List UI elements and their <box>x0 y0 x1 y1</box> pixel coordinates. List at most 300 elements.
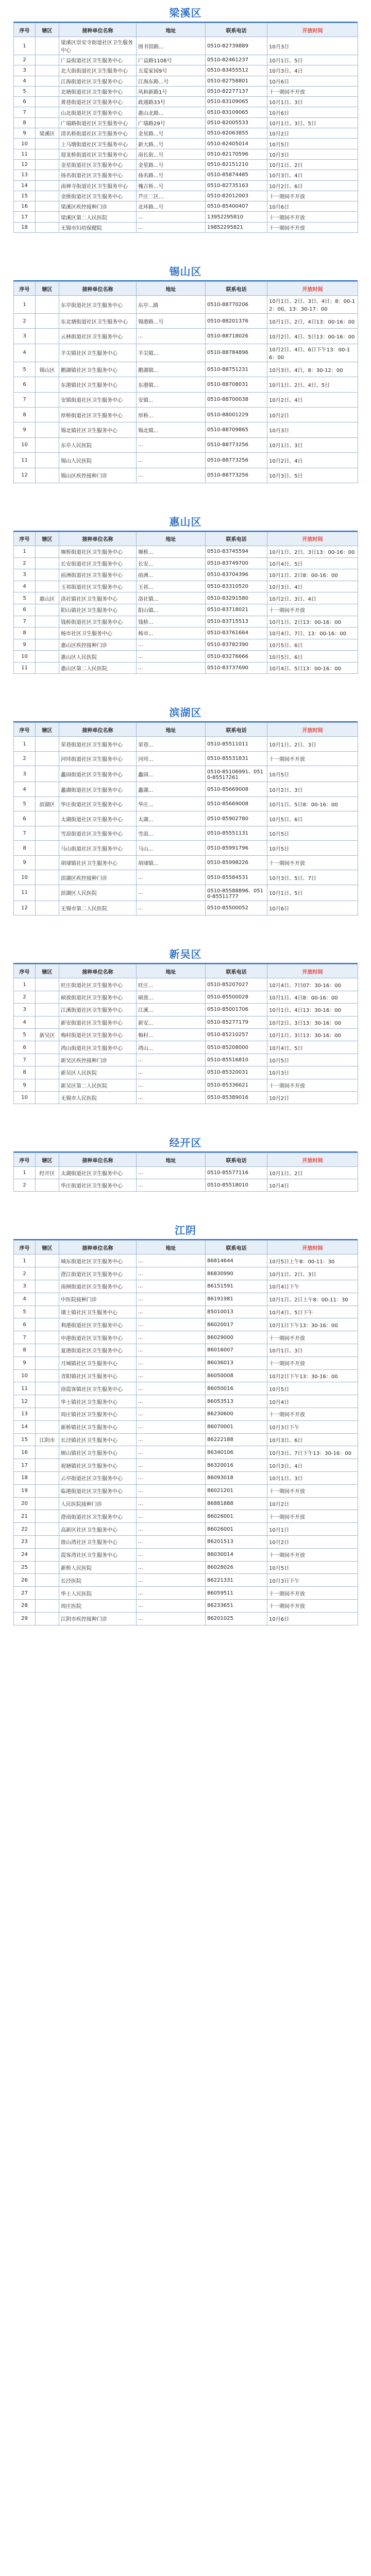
table-row <box>14 991 358 1003</box>
phone-cell: 86070001 <box>206 1420 267 1433</box>
phone-cell: 0510-85874485 <box>206 170 267 180</box>
district-cell <box>36 978 59 991</box>
table-row <box>14 1079 358 1091</box>
row-number: 1 <box>14 296 36 314</box>
column-header: 联系电话 <box>206 723 267 737</box>
phone-cell: 0510-85588896、0510-85511777 <box>206 885 267 901</box>
site-name-cell: 惠山区第二人民医院 <box>59 662 137 674</box>
site-name-cell: 新吴区人民医院 <box>59 1066 137 1079</box>
table-row <box>14 170 358 180</box>
row-number: 8 <box>14 117 36 128</box>
row-number: 3 <box>14 569 36 581</box>
section-spacer <box>0 483 371 513</box>
open-time-cell: 10月3日、4日，8：30-12：00 <box>267 362 358 377</box>
table-row <box>14 651 358 663</box>
table-row <box>14 408 358 422</box>
row-number: 12 <box>14 159 36 170</box>
column-header: 辖区 <box>36 964 59 978</box>
row-number: 10 <box>14 139 36 149</box>
row-number: 28 <box>14 1599 36 1612</box>
table-row <box>14 468 358 483</box>
site-name-cell: 高新区社区卫生服务中心 <box>59 1523 137 1536</box>
open-time-cell: 10月1日、5日 <box>267 885 358 901</box>
district-cell <box>36 782 59 797</box>
address-cell: ... <box>137 437 206 452</box>
address-cell: 江溪... <box>137 1004 206 1016</box>
district-cell <box>36 1016 59 1028</box>
row-number: 4 <box>14 76 36 86</box>
row-number: 14 <box>14 180 36 191</box>
open-time-cell: 10月3日下午 <box>267 1420 358 1433</box>
table-header-row <box>14 1153 358 1167</box>
district-cell <box>36 1459 59 1472</box>
table-row <box>14 55 358 65</box>
site-name-cell: 江海街道社区卫生服务中心 <box>59 76 137 86</box>
site-name-cell: 云林街道社区卫生服务中心 <box>59 329 137 344</box>
address-cell: 鸿山... <box>137 1041 206 1054</box>
district-cell <box>36 855 59 870</box>
open-time-cell: 十一期间不开放 <box>267 855 358 870</box>
table-row <box>14 159 358 170</box>
table-row <box>14 37 358 55</box>
open-time-cell: 10月4日、5日13：00-16：00 <box>267 662 358 674</box>
phone-cell: 0510-85584531 <box>206 870 267 885</box>
row-number: 2 <box>14 557 36 569</box>
table-row <box>14 362 358 377</box>
phone-cell: 86053513 <box>206 1395 267 1408</box>
open-time-cell: 十一期间不开放 <box>267 751 358 766</box>
district-section-jiangyin <box>0 1222 371 1640</box>
row-number: 9 <box>14 422 36 437</box>
row-number: 6 <box>14 1318 36 1331</box>
site-name-cell: 鸿山街道社区卫生服务中心 <box>59 1041 137 1054</box>
row-number: 11 <box>14 885 36 901</box>
site-name-cell: 申港街道社区卫生服务中心 <box>59 1331 137 1344</box>
address-cell: 五爱家园9号 <box>137 65 206 76</box>
district-cell: 新吴区 <box>36 1029 59 1041</box>
section-spacer <box>0 233 371 263</box>
row-number: 10 <box>14 1092 36 1104</box>
column-header: 接种单位名称 <box>59 282 137 296</box>
phone-cell: 0510-82151210 <box>206 159 267 170</box>
section-spacer <box>0 1192 371 1222</box>
open-time-cell: 十一期间不开放 <box>267 1408 358 1420</box>
open-time-cell: 10月5日 <box>267 841 358 856</box>
table-row <box>14 1446 358 1459</box>
column-header: 序号 <box>14 23 36 37</box>
district-section-jingkai <box>0 1134 371 1222</box>
open-time-cell: 十一期间不开放 <box>267 1357 358 1369</box>
column-header: 接种单位名称 <box>59 964 137 978</box>
row-number: 10 <box>14 870 36 885</box>
district-cell <box>36 107 59 117</box>
table-row <box>14 1395 358 1408</box>
row-number: 11 <box>14 662 36 674</box>
row-number: 17 <box>14 1459 36 1472</box>
address-cell: ... <box>137 1092 206 1104</box>
table-row <box>14 782 358 797</box>
site-name-cell: 滨湖区疾控接种门诊 <box>59 870 137 885</box>
row-number: 26 <box>14 1574 36 1587</box>
site-name-cell: 无锡市第二人民医院 <box>59 901 137 916</box>
district-cell: 惠山区 <box>36 592 59 604</box>
column-header: 辖区 <box>36 282 59 296</box>
site-name-cell: 新桥人民医院 <box>59 1561 137 1574</box>
district-cell <box>36 557 59 569</box>
table-row <box>14 1066 358 1079</box>
address-cell: ... <box>137 1357 206 1369</box>
phone-cell: 86221331 <box>206 1574 267 1587</box>
open-time-cell: 10月1日、3日 <box>267 97 358 107</box>
site-name-cell: 周庄医院 <box>59 1599 137 1612</box>
open-time-cell: 十一期间不开放 <box>267 212 358 222</box>
address-cell: ... <box>137 885 206 901</box>
district-cell <box>36 1420 59 1433</box>
column-header: 地址 <box>137 532 206 546</box>
district-cell <box>36 1535 59 1548</box>
address-cell: 长安... <box>137 557 206 569</box>
site-name-cell: 月城镇社区卫生服务中心 <box>59 1357 137 1369</box>
row-number: 6 <box>14 604 36 616</box>
table-header-row <box>14 23 358 37</box>
district-cell <box>36 546 59 557</box>
table-row <box>14 604 358 616</box>
phone-cell: 0510-85577116 <box>206 1167 267 1179</box>
table-row <box>14 581 358 592</box>
row-number: 2 <box>14 1179 36 1192</box>
phone-cell: 86191981 <box>206 1293 267 1306</box>
district-cell <box>36 1280 59 1293</box>
table-row <box>14 1471 358 1484</box>
row-number: 11 <box>14 1382 36 1395</box>
address-cell: 硕放... <box>137 991 206 1003</box>
row-number: 11 <box>14 453 36 468</box>
site-name-cell: 梁溪区疾控接种门诊 <box>59 201 137 212</box>
table-row <box>14 978 358 991</box>
open-time-cell: 10月4日、7日、13：00-16：00 <box>267 628 358 639</box>
site-name-cell: 玉祁街道社区卫生服务中心 <box>59 581 137 592</box>
phone-cell: 86059511 <box>206 1587 267 1600</box>
row-number: 5 <box>14 362 36 377</box>
phone-cell: 0510-85207027 <box>206 978 267 991</box>
table-row <box>14 1369 358 1382</box>
row-number: 10 <box>14 651 36 663</box>
table-row <box>14 1433 358 1446</box>
open-time-cell: 10月1日、2日、3日、4日；8：00-12：00，13：30-17：00 <box>267 296 358 314</box>
district-cell <box>36 885 59 901</box>
phone-cell: 0510-82735163 <box>206 180 267 191</box>
table-row <box>14 1357 358 1369</box>
site-name-cell: 东港镇社区卫生服务中心 <box>59 377 137 392</box>
site-name-cell: 锡山区疾控接种门诊 <box>59 468 137 483</box>
column-header: 接种单位名称 <box>59 1241 137 1255</box>
phone-cell: 0510-83715513 <box>206 616 267 628</box>
open-time-cell: 10月3日、5日 <box>267 468 358 483</box>
row-number: 13 <box>14 170 36 180</box>
site-name-cell: 祝塘镇社区卫生服务中心 <box>59 1459 137 1472</box>
row-number: 8 <box>14 1066 36 1079</box>
row-number: 4 <box>14 344 36 362</box>
column-header: 辖区 <box>36 723 59 737</box>
address-cell: ... <box>137 1420 206 1433</box>
column-header: 地址 <box>137 723 206 737</box>
site-name-cell: 厚桥街道社区卫生服务中心 <box>59 408 137 422</box>
district-cell <box>36 826 59 841</box>
table-row <box>14 191 358 201</box>
district-cell <box>36 841 59 856</box>
row-number: 7 <box>14 616 36 628</box>
phone-cell: 0510-83109065 <box>206 97 267 107</box>
open-time-cell: 10月1日、2日上午8：00-11：30 <box>267 1293 358 1306</box>
phone-cell: 0510-85400407 <box>206 201 267 212</box>
district-cell <box>36 1255 59 1267</box>
row-number: 16 <box>14 1446 36 1459</box>
address-cell: 梅村... <box>137 1029 206 1041</box>
site-name-cell: 上马墩街道社区卫生服务中心 <box>59 139 137 149</box>
table-row <box>14 751 358 766</box>
address-cell: ... <box>137 1548 206 1561</box>
address-cell: 河埒... <box>137 751 206 766</box>
open-time-cell: 10月4日 <box>267 1179 358 1192</box>
row-number: 3 <box>14 766 36 782</box>
open-time-cell: 10月3日 <box>267 422 358 437</box>
district-cell <box>36 1612 59 1625</box>
table-row <box>14 1587 358 1600</box>
open-time-cell: 10月5日、6日 <box>267 639 358 651</box>
address-cell: ... <box>137 901 206 916</box>
address-cell: ... <box>137 1433 206 1446</box>
row-number: 11 <box>14 149 36 159</box>
open-time-cell: 10月6日 <box>267 901 358 916</box>
table-row <box>14 1510 358 1523</box>
phone-cell: 0510-85991796 <box>206 841 267 856</box>
table-row <box>14 107 358 117</box>
sites-table <box>13 1153 358 1192</box>
phone-cell: 86026001 <box>206 1523 267 1536</box>
row-number: 7 <box>14 1054 36 1066</box>
site-name-cell: 山北街道社区卫生服务中心 <box>59 107 137 117</box>
phone-cell: 86233651 <box>206 1599 267 1612</box>
table-row <box>14 296 358 314</box>
open-time-cell: 10月1日、3日 <box>267 1344 358 1357</box>
address-cell: ... <box>137 1293 206 1306</box>
table-row <box>14 128 358 139</box>
column-header: 序号 <box>14 1241 36 1255</box>
district-cell <box>36 191 59 201</box>
phone-cell: 86201513 <box>206 1535 267 1548</box>
table-row <box>14 592 358 604</box>
row-number: 5 <box>14 592 36 604</box>
district-cell <box>36 1079 59 1091</box>
table-row <box>14 422 358 437</box>
address-cell: ... <box>137 1471 206 1484</box>
site-name-cell: 金星街道社区卫生服务中心 <box>59 159 137 170</box>
phone-cell: 86028026 <box>206 1561 267 1574</box>
open-time-cell: 十一期间不开放 <box>267 1510 358 1523</box>
district-cell <box>36 1471 59 1484</box>
site-name-cell: 金匮街道社区卫生服务中心 <box>59 191 137 201</box>
district-cell <box>36 766 59 782</box>
district-cell <box>36 1408 59 1420</box>
district-cell: 梁溪区 <box>36 128 59 139</box>
address-cell: ... <box>137 1280 206 1293</box>
open-time-cell: 10月4日、7日07：30-16：00 <box>267 978 358 991</box>
table-row <box>14 1054 358 1066</box>
row-number: 2 <box>14 1267 36 1280</box>
open-time-cell: 十一期间不开放 <box>267 1331 358 1344</box>
district-cell <box>36 117 59 128</box>
address-cell: ... <box>137 870 206 885</box>
address-cell: 锡港路...号 <box>137 314 206 329</box>
district-cell <box>36 581 59 592</box>
phone-cell: 0510-82758801 <box>206 76 267 86</box>
address-cell: 图书馆路... <box>137 37 206 55</box>
row-number: 6 <box>14 97 36 107</box>
site-name-cell: 江溪街道社区卫生服务中心 <box>59 1004 137 1016</box>
row-number: 10 <box>14 437 36 452</box>
column-header: 接种单位名称 <box>59 532 137 546</box>
site-name-cell: 长安街道社区卫生服务中心 <box>59 557 137 569</box>
site-name-cell: 顾山镇社区卫生服务中心 <box>59 1446 137 1459</box>
open-time-cell: 10月6日 <box>267 107 358 117</box>
address-cell: 蠡湖... <box>137 782 206 797</box>
row-number: 1 <box>14 1167 36 1179</box>
open-time-cell: 10月1日、3日 <box>267 1471 358 1484</box>
phone-cell: 86016007 <box>206 1344 267 1357</box>
site-name-cell: 中医院接种门诊 <box>59 1293 137 1306</box>
address-cell: ... <box>137 1267 206 1280</box>
table-row <box>14 1255 358 1267</box>
address-cell: 政通路33号 <box>137 97 206 107</box>
site-name-cell: 羊尖镇社区卫生服务中心 <box>59 344 137 362</box>
row-number: 2 <box>14 751 36 766</box>
phone-cell: 0510-88770206 <box>206 296 267 314</box>
table-row <box>14 1331 358 1344</box>
row-number: 3 <box>14 65 36 76</box>
table-row <box>14 139 358 149</box>
district-cell <box>36 1344 59 1357</box>
address-cell: ... <box>137 1599 206 1612</box>
table-row <box>14 885 358 901</box>
open-time-cell: 10月2日 <box>267 1092 358 1104</box>
district-cell <box>36 751 59 766</box>
site-name-cell: 蠡园街道社区卫生服务中心 <box>59 766 137 782</box>
district-cell <box>36 1497 59 1510</box>
open-time-cell: 10月3日、4日 <box>267 170 358 180</box>
table-row <box>14 437 358 452</box>
address-cell: ... <box>137 1510 206 1523</box>
district-cell <box>36 1267 59 1280</box>
site-name-cell: 澄江街道社区卫生服务中心 <box>59 1267 137 1280</box>
phone-cell: 0510-88700038 <box>206 392 267 407</box>
phone-cell: 0510-82005533 <box>206 117 267 128</box>
site-name-cell: 敔山湾社区卫生服务中心 <box>59 1535 137 1548</box>
column-header: 地址 <box>137 1241 206 1255</box>
table-row <box>14 1016 358 1028</box>
table-row <box>14 1523 358 1536</box>
phone-cell: 86222188 <box>206 1433 267 1446</box>
row-number: 23 <box>14 1535 36 1548</box>
site-name-cell: 东亭人民医院 <box>59 437 137 452</box>
address-cell: ... <box>137 1079 206 1091</box>
column-header: 开放时间 <box>267 282 358 296</box>
column-header: 开放时间 <box>267 964 358 978</box>
column-header: 地址 <box>137 964 206 978</box>
open-time-cell: 10月1日、3日13：30-16：00 <box>267 1029 358 1041</box>
row-number: 7 <box>14 392 36 407</box>
column-header: 开放时间 <box>267 723 358 737</box>
address-cell: 厚桥... <box>137 408 206 422</box>
address-cell: ... <box>137 1255 206 1267</box>
phone-cell: 86026001 <box>206 1510 267 1523</box>
site-name-cell: 新吴区疾控接种门诊 <box>59 1054 137 1066</box>
phone-cell: 13952295810 <box>206 212 267 222</box>
row-number: 17 <box>14 212 36 222</box>
open-time-cell: 10月1日、2日，4日13：00-16：00 <box>267 314 358 329</box>
district-cell: 江阴市 <box>36 1433 59 1446</box>
address-cell: 新大路...号 <box>137 139 206 149</box>
site-name-cell: 荣巷街道社区卫生服务中心 <box>59 737 137 752</box>
open-time-cell: 10月1日、2日、4日、5日 <box>267 377 358 392</box>
district-cell <box>36 377 59 392</box>
table-row <box>14 392 358 407</box>
open-time-cell: 10月5日 <box>267 1561 358 1574</box>
table-row <box>14 1092 358 1104</box>
phone-cell: 0510-83737690 <box>206 662 267 674</box>
address-cell: ... <box>137 1306 206 1318</box>
address-cell: ... <box>137 1612 206 1625</box>
district-cell <box>36 408 59 422</box>
site-name-cell: 北大街街道社区卫生服务中心 <box>59 65 137 76</box>
open-time-cell: 10月3日、4日 <box>267 1459 358 1472</box>
phone-cell: 86036013 <box>206 1357 267 1369</box>
site-name-cell: 东亭街道社区卫生服务中心 <box>59 296 137 314</box>
site-name-cell: 广瑞路街道社区卫生服务中心 <box>59 117 137 128</box>
phone-cell: 86814644 <box>206 1255 267 1267</box>
district-cell <box>36 159 59 170</box>
site-name-cell: 太湖街道社区卫生服务中心 <box>59 811 137 826</box>
open-time-cell: 十一期间不开放 <box>267 86 358 96</box>
district-cell <box>36 296 59 314</box>
phone-cell: 86881888 <box>206 1497 267 1510</box>
open-time-cell: 十一期间不开放 <box>267 1484 358 1497</box>
table-row <box>14 1029 358 1041</box>
phone-cell: 86230600 <box>206 1408 267 1420</box>
row-number: 19 <box>14 1484 36 1497</box>
open-time-cell: 10月5日 <box>267 139 358 149</box>
table-row <box>14 1459 358 1472</box>
row-number: 12 <box>14 901 36 916</box>
table-header-row <box>14 532 358 546</box>
address-cell: ... <box>137 651 206 663</box>
district-title: 经开区 <box>13 1134 358 1153</box>
address-cell: ... <box>137 212 206 222</box>
column-header: 辖区 <box>36 1153 59 1167</box>
address-cell: 堰桥... <box>137 546 206 557</box>
district-cell <box>36 569 59 581</box>
phone-cell: 0510-83761664 <box>206 628 267 639</box>
open-time-cell: 10月1日、2日 <box>267 1167 358 1179</box>
site-name-cell: 河埒街道社区卫生服务中心 <box>59 751 137 766</box>
address-cell: 锡北镇... <box>137 422 206 437</box>
section-spacer <box>0 674 371 704</box>
open-time-cell: 10月2日、3日、4日 <box>267 592 358 604</box>
phone-cell: 0510-88709865 <box>206 422 267 437</box>
sites-table <box>13 1240 358 1625</box>
district-cell <box>36 329 59 344</box>
column-header: 开放时间 <box>267 1241 358 1255</box>
site-name-cell: 梁溪区崇安寺街道社区卫生服务中心 <box>59 37 137 55</box>
